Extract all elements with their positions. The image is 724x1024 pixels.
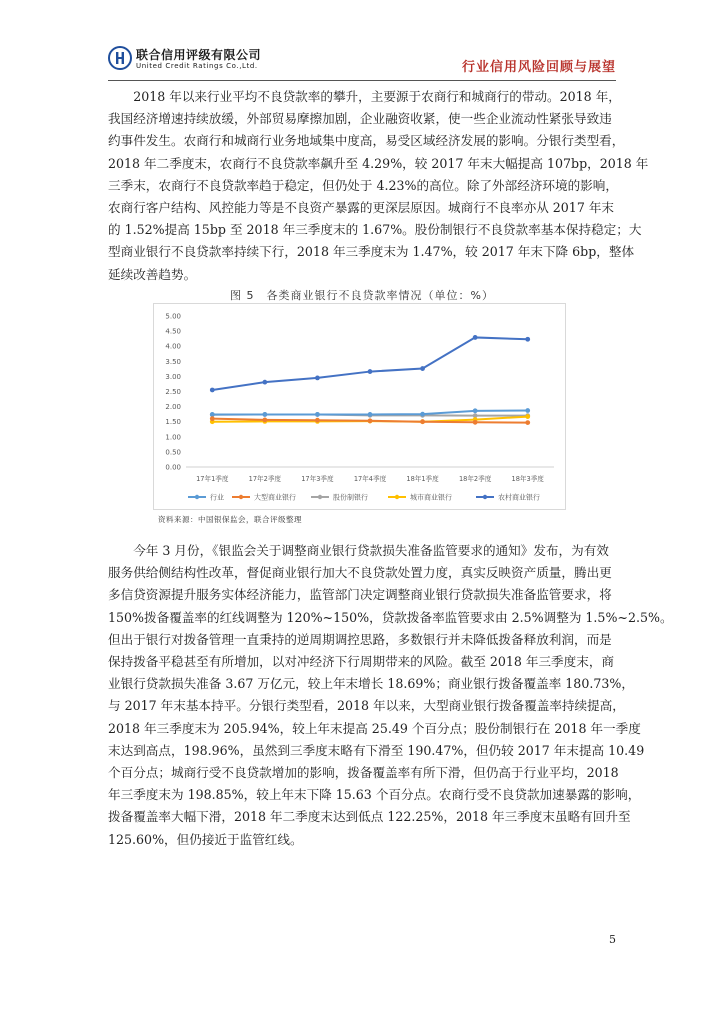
text-line: 年三季度末为 198.85%，较上年末下降 15.63 个百分点。农商行受不良贷款加速暴露的影响， — [108, 787, 641, 803]
y-tick-label: 3.00 — [165, 372, 181, 381]
data-point-s0-0 — [210, 412, 215, 417]
header-divider — [108, 80, 616, 81]
text-line: 2018 年二季度末，农商行不良贷款率飙升至 4.29%，较 2017 年末大幅提高 107bp，2018 年 — [108, 155, 649, 171]
data-point-s1-3 — [368, 418, 373, 423]
legend-swatch-marker — [239, 495, 243, 499]
text-line: 末达到高点，198.96%，虽然到三季度末略有下滑至 190.47%，但仍较 2017 年末提高 10.49 — [108, 742, 645, 758]
data-point-s0-4 — [420, 412, 425, 417]
legend-swatch-marker — [318, 495, 322, 499]
text-line: 的 1.52%提高 15bp 至 2018 年三季度末的 1.67%。股份制银行不良贷款率基本保持稳定；大 — [108, 222, 642, 238]
y-tick-label: 1.50 — [165, 418, 181, 427]
x-tick-label: 18年1季度 — [406, 475, 439, 483]
company-name-cn: 联合信用评级有限公司 — [136, 48, 262, 62]
y-tick-label: 2.00 — [165, 403, 181, 412]
text-line: 型商业银行不良贷款率持续下行，2018 年三季度末为 1.47%，较 2017 年末下降 6bp，整体 — [108, 244, 635, 260]
y-tick-label: 5.00 — [165, 312, 181, 321]
x-tick-label: 18年2季度 — [458, 475, 492, 483]
company-name-en: United Credit Ratings Co.,Ltd. — [136, 62, 258, 70]
y-tick-label: 0.50 — [165, 448, 181, 457]
data-point-s1-5 — [473, 420, 478, 425]
text-line: 三季末，农商行不良贷款率趋于稳定，但仍处于 4.23%的高位。除了外部经济环境的影响， — [108, 177, 618, 193]
company-logo-icon — [108, 46, 132, 70]
data-point-s0-3 — [368, 412, 373, 417]
data-point-s1-0 — [210, 416, 215, 421]
report-title: 行业信用风险回顾与展望 — [461, 60, 616, 75]
x-tick-label: 17年3季度 — [301, 475, 334, 483]
data-point-s4-0 — [210, 388, 215, 393]
legend-swatch-marker — [195, 495, 199, 499]
text-line: 150%拨备覆盖率的红线调整为 120%~150%，贷款拨备率监管要求由 2.5%调整为 1.5%~2.5%。 — [108, 609, 673, 625]
legend-label: 行业 — [210, 493, 224, 502]
data-point-s0-2 — [315, 412, 320, 417]
x-tick-label: 17年1季度 — [196, 475, 229, 483]
text-line: 约事件发生。农商行和城商行业务地域集中度高，易受区域经济发展的影响。分银行类型看， — [108, 133, 625, 149]
legend-label: 城市商业银行 — [410, 493, 452, 502]
y-tick-label: 0.00 — [165, 463, 181, 472]
x-tick-label: 18年3季度 — [511, 475, 544, 483]
figure-source: 资料来源：中国银保监会，联合评级整理 — [158, 515, 302, 524]
text-line: 拨备覆盖率大幅下滑，2018 年二季度末达到低点 122.25%，2018 年三季度末虽略有回升至 — [108, 809, 631, 825]
y-tick-label: 4.50 — [165, 327, 181, 336]
text-line: 125.60%，但仍接近于监管红线。 — [108, 831, 303, 847]
legend-label: 大型商业银行 — [254, 493, 296, 502]
data-point-s0-1 — [262, 412, 267, 417]
y-tick-label: 3.50 — [165, 357, 181, 366]
data-point-s4-1 — [262, 380, 267, 385]
legend-label: 农村商业银行 — [498, 493, 540, 502]
chart-canvas — [154, 304, 565, 509]
data-point-s0-6 — [525, 408, 530, 413]
text-line: 今年 3 月份，《银监会关于调整商业银行贷款损失准备监管要求的通知》发布，为有效 — [133, 543, 609, 558]
text-line: 个百分点；城商行受不良贷款增加的影响，拨备覆盖率有所下滑，但仍高于行业平均，2018 — [108, 765, 619, 781]
data-point-s1-4 — [420, 419, 425, 424]
data-point-s0-5 — [473, 408, 478, 413]
text-line: 与 2017 年末基本持平。分银行类型看，2018 年以来，大型商业银行拨备覆盖率持续提高， — [108, 698, 625, 714]
text-line: 但出于银行对拨备管理一直秉持的逆周期调控思路，多数银行并未降低拨备释放利润，而是 — [108, 631, 612, 647]
page-number: 5 — [609, 933, 616, 946]
npl-ratio-chart — [153, 303, 566, 510]
data-point-s4-5 — [473, 335, 478, 340]
text-line: 多信贷资源提升服务实体经济能力，监管部门决定调整商业银行贷款损失准备监管要求，将 — [108, 587, 612, 603]
x-tick-label: 17年2季度 — [248, 475, 282, 483]
page-header — [108, 44, 616, 80]
data-point-s4-6 — [525, 337, 530, 342]
text-line: 我国经济增速持续放缓，外部贸易摩擦加剧，企业融资收紧，使一些企业流动性紧张导致违 — [108, 111, 612, 127]
y-tick-label: 2.50 — [165, 388, 181, 396]
y-tick-label: 1.00 — [165, 433, 181, 442]
text-line: 保持拨备平稳甚至有所增加，以对冲经济下行周期带来的风险。截至 2018 年三季度末，商 — [108, 654, 615, 670]
text-line: 2018 年三季度末为 205.94%，较上年末提高 25.49 个百分点；股份制银行在 2018 年一季度 — [108, 720, 641, 736]
data-point-s4-4 — [420, 366, 425, 371]
text-line: 业银行贷款损失准备 3.67 万亿元，较上年末增长 18.69%；商业银行拨备覆盖率 180.73%， — [108, 676, 634, 692]
data-point-s1-1 — [262, 417, 267, 422]
data-point-s4-3 — [368, 369, 373, 374]
text-line: 服务供给侧结构性改革，督促商业银行加大不良贷款处置力度，真实反映资产质量，腾出更 — [108, 565, 612, 581]
data-point-s4-2 — [315, 376, 320, 381]
series-line-4 — [212, 337, 527, 390]
legend-swatch-marker — [483, 495, 487, 499]
paragraph-provision — [108, 540, 673, 851]
text-line: 2018 年以来行业平均不良贷款率的攀升，主要源于农商行和城商行的带动。2018 年， — [133, 89, 621, 104]
figure-title: 图 5 各类商业银行不良贷款率情况（单位：%） — [230, 289, 494, 302]
data-point-s1-2 — [315, 418, 320, 423]
paragraph-npl-trend — [108, 86, 649, 286]
data-point-s1-6 — [525, 420, 530, 425]
legend-label: 股份制银行 — [333, 493, 368, 502]
legend-swatch-marker — [395, 495, 399, 499]
text-line: 农商行客户结构、风控能力等是不良资产暴露的更深层原因。城商行不良率亦从 2017 年末 — [108, 200, 615, 216]
y-tick-label: 4.00 — [165, 342, 181, 351]
text-line: 延续改善趋势。 — [108, 266, 197, 282]
x-tick-label: 17年4季度 — [353, 475, 387, 483]
data-point-s3-6 — [525, 414, 530, 419]
